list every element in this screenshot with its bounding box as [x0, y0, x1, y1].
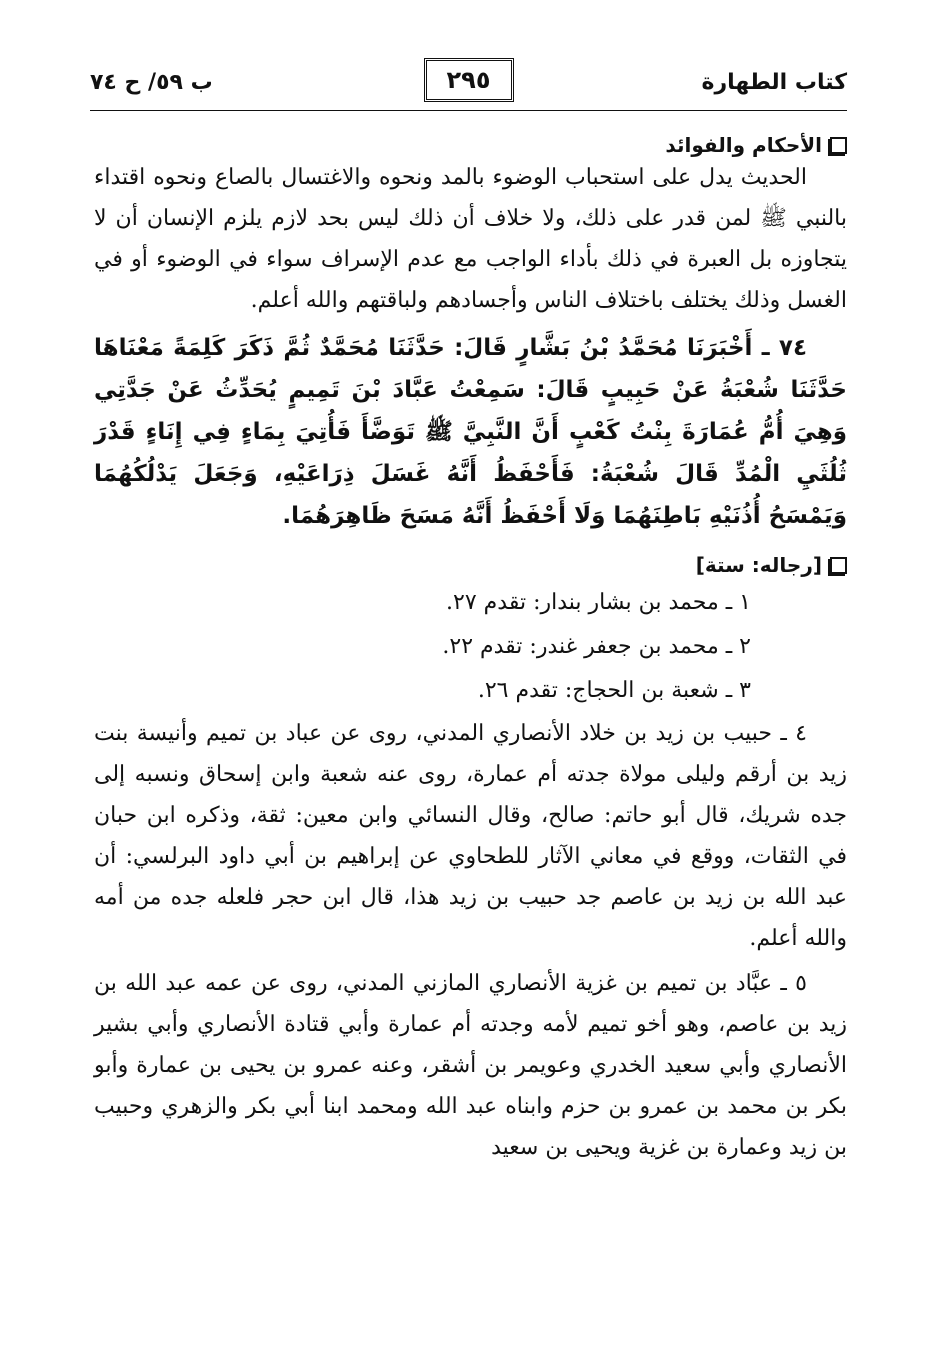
benefits-heading-text: الأحكام والفوائد [665, 133, 822, 157]
benefits-paragraph: الحديث يدل على استحباب الوضوء بالمد ونحوه والاغتسال بالصاع ونحوه اقتداء بالنبي ﷺ لمن قدر على ذلك، ولا خلاف أن ذلك ليس بحد لازم يلزم الإنسان أن لا يتجاوزه بل العبرة في ذلك بأداء الواجب مع عدم الإسراف سواء في الوضوء أو في الغسل وذلك يختلف باختلاف الناس وأجسادهم ولباقتهم والله أعلم. [94, 165, 847, 313]
narrator-5-paragraph: ٥ ـ عبَّاد بن تميم بن غزية الأنصاري المازني المدني، روى عن عمه عبد الله بن زيد بن عاصم، وهو أخو تميم لأمه وجدته أم عمارة وأبي قتادة الأنصاري وأبي بشير الأنصاري وأبي سعيد الخدري وعويمر بن أشقر، وعنه عمرو بن يحيى بن عمارة وأبو بكر بن محمد بن عمرو بن حزم وابناه عبد الله ومحمد ابنا أبي بكر والزهري وحبيب بن زيد وعمارة بن غزية ويحيى بن سعيد [94, 971, 847, 1160]
narrator-item: ٣ ـ شعبة بن الحجاج: تقدم ٢٦. [477, 678, 751, 703]
page-number: ٢٩٥ [424, 58, 514, 102]
benefits-heading [94, 133, 847, 157]
page-content [94, 133, 847, 1168]
chapter-hadith-reference: ب ٥٩/ ح ٧٤ [90, 70, 213, 95]
narrators-heading-text: [رجاله: ستة] [695, 553, 822, 577]
book-title: كتاب الطهارة [701, 70, 847, 95]
narrator-4-paragraph: ٤ ـ حبيب بن زيد بن خلاد الأنصاري المدني، روى عن عباد بن تميم وأنيسة بنت زيد بن أرقم وليلى مولاة جدته أم عمارة، روى عنه شعبة وابن إسحاق ونسبه إلى جده شريك، قال أبو حاتم: صالح، وقال النسائي وابن معين: ثقة، وذكره ابن حبان في الثقات، ووقع في معاني الآثار للطحاوي عن إبراهيم بن أبي داود البرلسي: أن عبد الله بن زيد بن عاصم جد حبيب بن زيد هذا، قال ابن حجر فلعله جده من أمه والله أعلم. [94, 721, 847, 951]
narrator-item: ١ ـ محمد بن بشار بندار: تقدم ٢٧. [446, 590, 751, 615]
narrators-list [94, 581, 847, 713]
narrator-item: ٢ ـ محمد بن جعفر غندر: تقدم ٢٢. [442, 634, 751, 659]
hadith-text: ٧٤ ـ أَخْبَرَنَا مُحَمَّدُ بْنُ بَشَّارٍ قَالَ: حَدَّثَنَا مُحَمَّدٌ ثُمَّ ذَكَرَ كَلِمَةً مَعْنَاهَا حَدَّثَنَا شُعْبَةُ عَنْ حَبِيبٍ قَالَ: سَمِعْتُ عَبَّادَ بْنَ تَمِيمٍ يُحَدِّثُ عَنْ جَدَّتِي وَهِيَ أُمُّ عُمَارَةَ بِنْتُ كَعْبٍ أَنَّ النَّبِيَّ ﷺ تَوَضَّأَ فَأُتِيَ بِمَاءٍ فِي إِنَاءٍ قَدْرَ ثُلُثَيِ الْمُدِّ قَالَ شُعْبَةُ: فَأَحْفَظُ أَنَّهُ غَسَلَ ذِرَاعَيْهِ، وَجَعَلَ يَدْلُكُهُمَا وَيَمْسَحُ أُذُنَيْهِ بَاطِنَهُمَا وَلَا أَحْفَظُ أَنَّهُ مَسَحَ ظَاهِرَهُمَا. [94, 335, 847, 529]
narrators-heading [94, 553, 847, 577]
square-bullet-icon [830, 557, 847, 574]
square-bullet-icon [830, 137, 847, 154]
running-header [90, 58, 847, 102]
header-divider [90, 110, 847, 111]
